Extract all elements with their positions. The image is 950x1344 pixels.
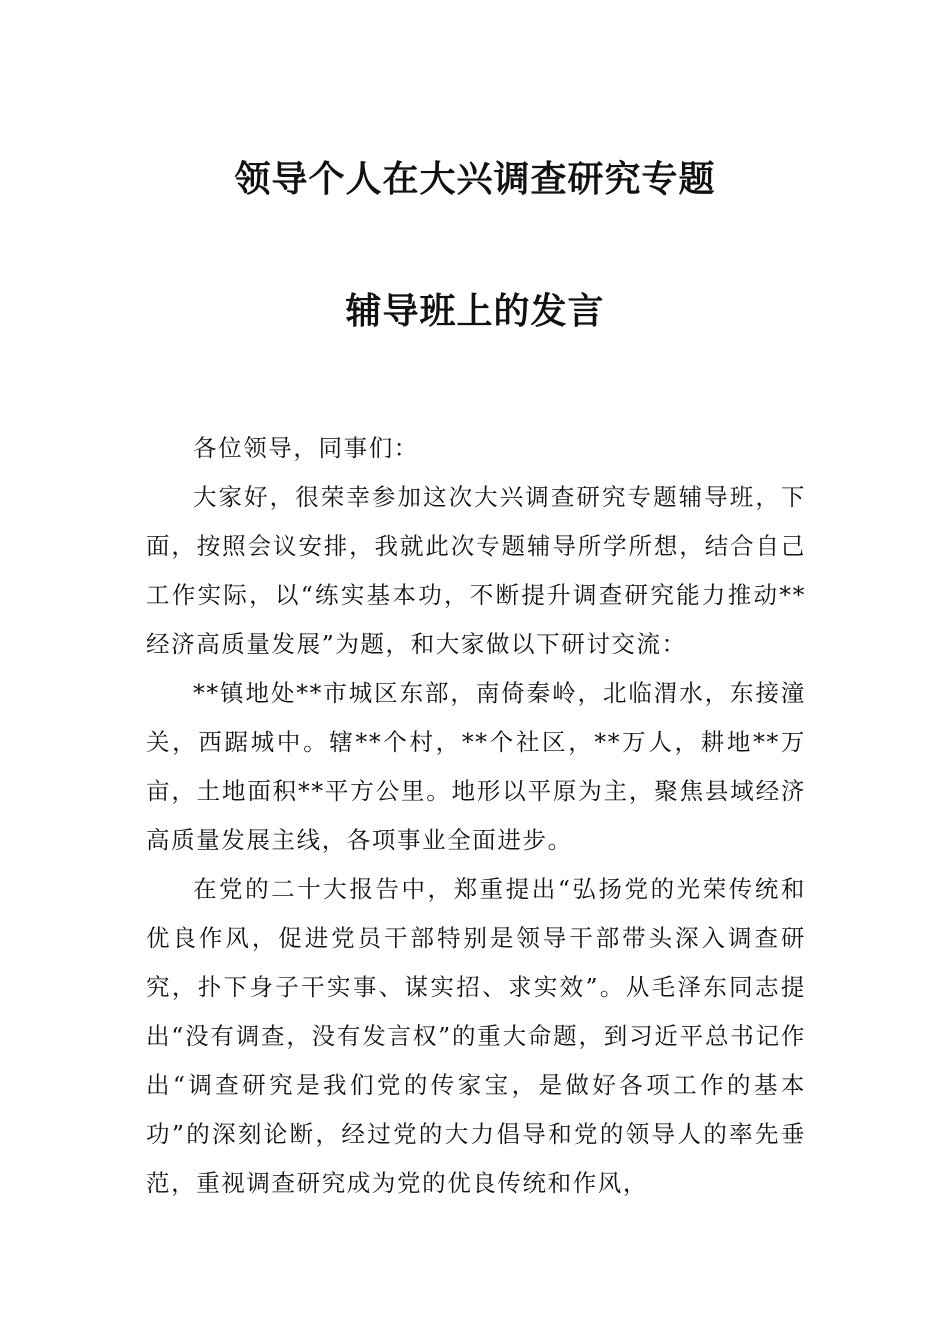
- body-paragraph: 大家好，很荣幸参加这次大兴调查研究专题辅导班，下面，按照会议安排，我就此次专题辅导所学所想，结合自己工作实际，以“练实基本功，不断提升调查研究能力推动**经济高质量发展”为题，和大家做以下研讨交流：: [146, 483, 806, 658]
- document-title-line-1: 领导个人在大兴调查研究专题: [234, 159, 716, 200]
- salutation: 各位领导，同事们：: [193, 434, 419, 462]
- document-body: [146, 424, 806, 1208]
- body-paragraph: **镇地处**市城区东部，南倚秦岭，北临渭水，东接潼关，西踞城中。辖**个村，**个社区，**万人，耕地**万亩，土地面积**平方公里。地形以平原为主，聚焦县域经济高质量发展主线，各项事业全面进步。: [146, 679, 806, 854]
- document-title-line-2: 辅导班上的发言: [345, 291, 605, 332]
- body-paragraph: 在党的二十大报告中，郑重提出“弘扬党的光荣传统和优良作风，促进党员干部特别是领导干部带头深入调查研究，扑下身子干实事、谋实招、求实效”。从毛泽东同志提出“没有调查，没有发言权”的重大命题，到习近平总书记作出“调查研究是我们党的传家宝，是做好各项工作的基本功”的深刻论断，经过党的大力倡导和党的领导人的率先垂范，重视调查研究成为党的优良传统和作风，: [146, 875, 806, 1197]
